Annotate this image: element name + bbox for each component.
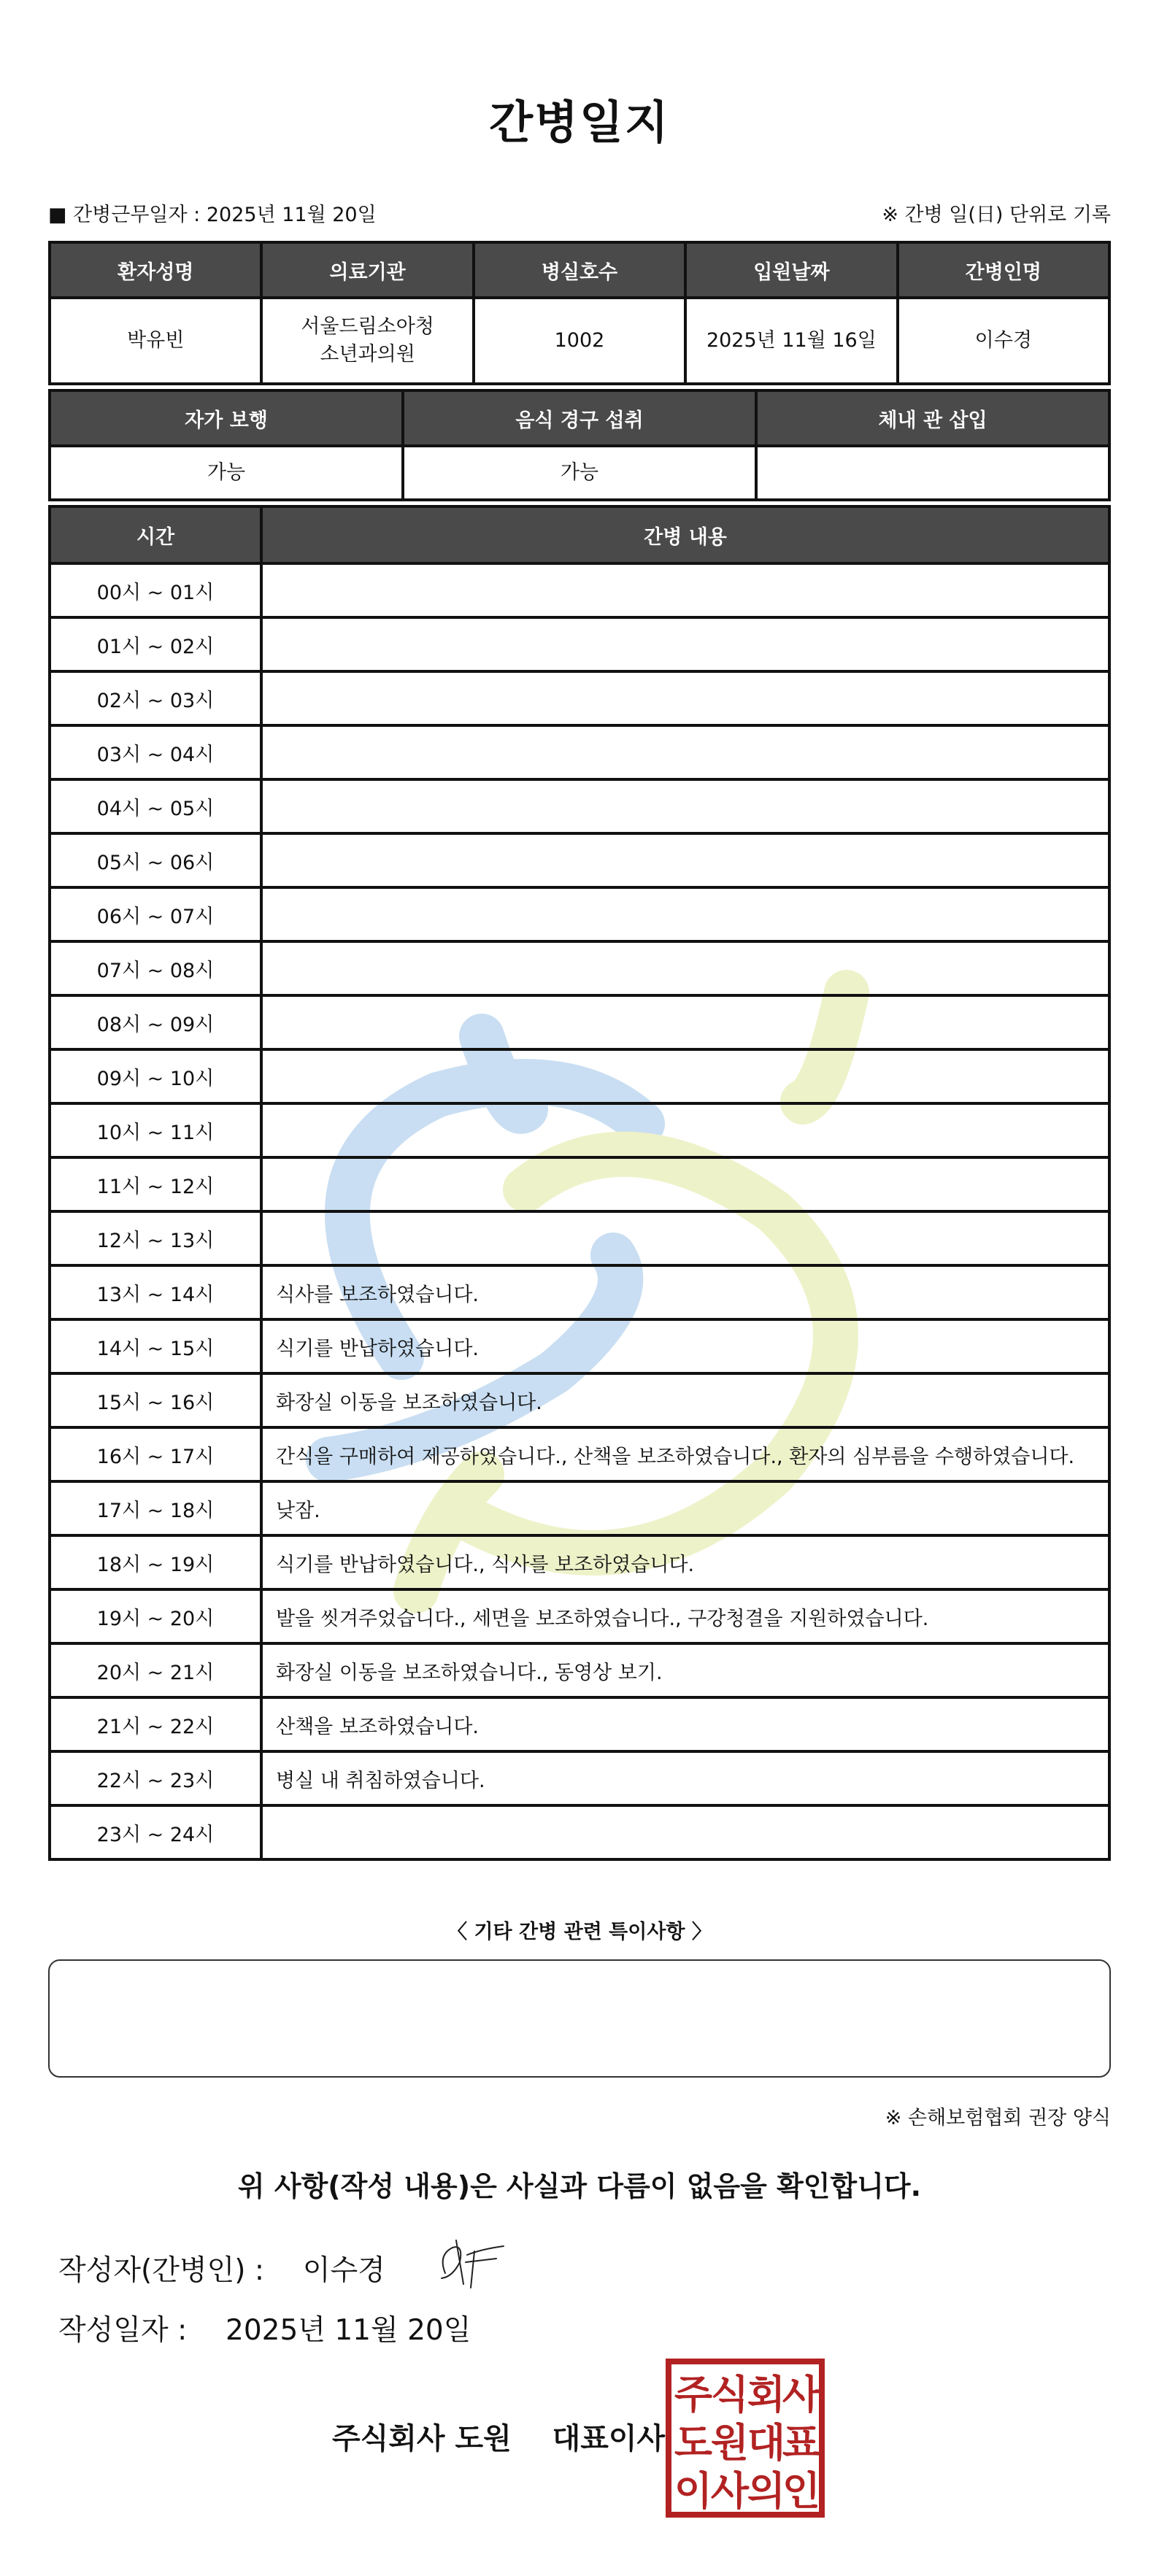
svg-text:도: 도 — [674, 2420, 713, 2466]
self-walking-value: 가능 — [50, 446, 403, 500]
care-log-row — [50, 995, 1109, 1049]
company-line — [332, 2415, 665, 2457]
log-time: 18시 ~ 19시 — [50, 1535, 261, 1589]
record-unit-note: ※ 간병 일(日) 단위로 기록 — [882, 204, 1111, 226]
log-time: 14시 ~ 15시 — [50, 1319, 261, 1373]
log-time: 10시 ~ 11시 — [50, 1103, 261, 1157]
care-log-row — [50, 1211, 1109, 1265]
patient-status-table — [48, 389, 1111, 501]
log-time: 00시 ~ 01시 — [50, 563, 261, 617]
log-time: 21시 ~ 22시 — [50, 1697, 261, 1751]
care-log-row — [50, 1049, 1109, 1103]
care-log-row — [50, 1589, 1109, 1643]
care-log-row — [50, 1643, 1109, 1697]
log-time: 22시 ~ 23시 — [50, 1751, 261, 1805]
header-admission-date: 입원날짜 — [685, 242, 897, 298]
remarks-title: 〈 기타 간병 관련 특이사항 〉 — [447, 1921, 712, 1943]
log-time: 08시 ~ 09시 — [50, 995, 261, 1049]
svg-text:대: 대 — [747, 2420, 786, 2466]
header-room-number: 병실호수 — [474, 242, 685, 298]
care-log-row — [50, 779, 1109, 833]
svg-text:이: 이 — [674, 2468, 713, 2514]
work-date-value: 2025년 11월 20일 — [206, 204, 377, 226]
admission-date: 2025년 11월 16일 — [685, 298, 897, 384]
svg-text:회: 회 — [747, 2372, 786, 2418]
written-date-value: 2025년 11월 20일 — [226, 2314, 471, 2347]
work-date-line — [48, 198, 377, 227]
header-hospital: 의료기관 — [261, 242, 473, 298]
care-log-row — [50, 1805, 1109, 1859]
document-title: 간병일지 — [489, 96, 670, 149]
writer-label: 작성자(간병인) : — [58, 2254, 265, 2287]
log-content: 화장실 이동을 보조하였습니다. — [261, 1373, 1109, 1427]
care-log-row — [50, 1373, 1109, 1427]
log-time: 05시 ~ 06시 — [50, 833, 261, 887]
care-log-row — [50, 563, 1109, 617]
company-role: 대표이사 — [552, 2422, 666, 2456]
log-time: 04시 ~ 05시 — [50, 779, 261, 833]
log-time: 20시 ~ 21시 — [50, 1643, 261, 1697]
log-time: 23시 ~ 24시 — [50, 1805, 261, 1859]
header-care-content: 간병 내용 — [261, 506, 1109, 563]
log-content: 병실 내 취침하였습니다. — [261, 1751, 1109, 1805]
written-date-label: 작성일자 : — [58, 2314, 188, 2347]
log-time: 01시 ~ 02시 — [50, 617, 261, 671]
log-content: 산책을 보조하였습니다. — [261, 1697, 1109, 1751]
header-oral-intake: 음식 경구 섭취 — [403, 390, 756, 446]
log-content: 식기를 반납하였습니다., 식사를 보조하였습니다. — [261, 1535, 1109, 1589]
log-content — [261, 1211, 1109, 1265]
log-content — [261, 1049, 1109, 1103]
log-content — [261, 941, 1109, 995]
care-log-row — [50, 1751, 1109, 1805]
header-tube-insertion: 체내 관 삽입 — [756, 390, 1109, 446]
svg-text:사: 사 — [782, 2372, 821, 2418]
log-content — [261, 671, 1109, 725]
log-content — [261, 617, 1109, 671]
svg-text:식: 식 — [710, 2372, 750, 2418]
svg-text:인: 인 — [782, 2468, 821, 2514]
care-log-row — [50, 671, 1109, 725]
log-time: 07시 ~ 08시 — [50, 941, 261, 995]
care-log-row — [50, 1427, 1109, 1481]
log-content: 화장실 이동을 보조하였습니다., 동영상 보기. — [261, 1643, 1109, 1697]
log-content — [261, 779, 1109, 833]
log-content: 식사를 보조하였습니다. — [261, 1265, 1109, 1319]
work-date-label: ■ 간병근무일자 : — [48, 204, 201, 226]
remarks-box — [48, 1959, 1111, 2078]
care-log-row — [50, 1481, 1109, 1535]
svg-text:사: 사 — [710, 2468, 750, 2514]
handwritten-signature — [431, 2233, 511, 2291]
hospital-name: 서울드림소아청소년과의원 — [261, 298, 473, 384]
svg-text:의: 의 — [747, 2468, 786, 2514]
caregiver-name: 이수경 — [898, 298, 1109, 384]
writer-name: 이수경 — [302, 2254, 385, 2287]
care-log-row — [50, 1697, 1109, 1751]
log-time: 12시 ~ 13시 — [50, 1211, 261, 1265]
care-log-row — [50, 617, 1109, 671]
header-time: 시간 — [50, 506, 261, 563]
care-log-row — [50, 1535, 1109, 1589]
log-content — [261, 995, 1109, 1049]
writer-line — [58, 2248, 385, 2288]
svg-text:표: 표 — [782, 2420, 821, 2466]
log-time: 16시 ~ 17시 — [50, 1427, 261, 1481]
care-log-row — [50, 887, 1109, 941]
care-log-row — [50, 941, 1109, 995]
patient-info-table — [48, 241, 1111, 385]
log-time: 11시 ~ 12시 — [50, 1157, 261, 1211]
header-self-walking: 자가 보행 — [50, 390, 403, 446]
log-time: 19시 ~ 20시 — [50, 1589, 261, 1643]
header-patient-name: 환자성명 — [50, 242, 261, 298]
confirmation-statement: 위 사항(작성 내용)은 사실과 다름이 없음을 확인합니다. — [237, 2170, 922, 2202]
log-content — [261, 833, 1109, 887]
log-content — [261, 1157, 1109, 1211]
care-log-row — [50, 1157, 1109, 1211]
log-time: 09시 ~ 10시 — [50, 1049, 261, 1103]
log-content — [261, 725, 1109, 779]
care-log-table — [48, 505, 1111, 1861]
svg-text:주: 주 — [674, 2372, 713, 2418]
log-content: 발을 씻겨주었습니다., 세면을 보조하였습니다., 구강청결을 지원하였습니다. — [261, 1589, 1109, 1643]
form-source-note: ※ 손해보험협회 권장 양식 — [885, 2107, 1111, 2129]
written-date-line — [58, 2307, 471, 2348]
log-time: 13시 ~ 14시 — [50, 1265, 261, 1319]
care-log-row — [50, 833, 1109, 887]
log-content: 낮잠. — [261, 1481, 1109, 1535]
log-time: 17시 ~ 18시 — [50, 1481, 261, 1535]
log-content — [261, 563, 1109, 617]
log-content: 식기를 반납하였습니다. — [261, 1319, 1109, 1373]
log-content: 간식을 구매하여 제공하였습니다., 산책을 보조하였습니다., 환자의 심부름을 수행하였습니다. — [261, 1427, 1109, 1481]
log-content — [261, 1805, 1109, 1859]
log-time: 15시 ~ 16시 — [50, 1373, 261, 1427]
log-content — [261, 1103, 1109, 1157]
tube-insertion-value — [756, 446, 1109, 500]
care-log-row — [50, 1265, 1109, 1319]
log-time: 03시 ~ 04시 — [50, 725, 261, 779]
company-name: 주식회사 도원 — [332, 2422, 512, 2456]
care-log-row — [50, 725, 1109, 779]
care-log-row — [50, 1103, 1109, 1157]
care-log-rows — [50, 563, 1109, 1859]
log-content — [261, 887, 1109, 941]
company-seal-stamp — [664, 2357, 826, 2519]
patient-name: 박유빈 — [50, 298, 261, 384]
log-time: 02시 ~ 03시 — [50, 671, 261, 725]
room-number: 1002 — [474, 298, 685, 384]
oral-intake-value: 가능 — [403, 446, 756, 500]
svg-text:원: 원 — [710, 2420, 750, 2466]
log-time: 06시 ~ 07시 — [50, 887, 261, 941]
header-caregiver-name: 간병인명 — [898, 242, 1109, 298]
care-log-row — [50, 1319, 1109, 1373]
